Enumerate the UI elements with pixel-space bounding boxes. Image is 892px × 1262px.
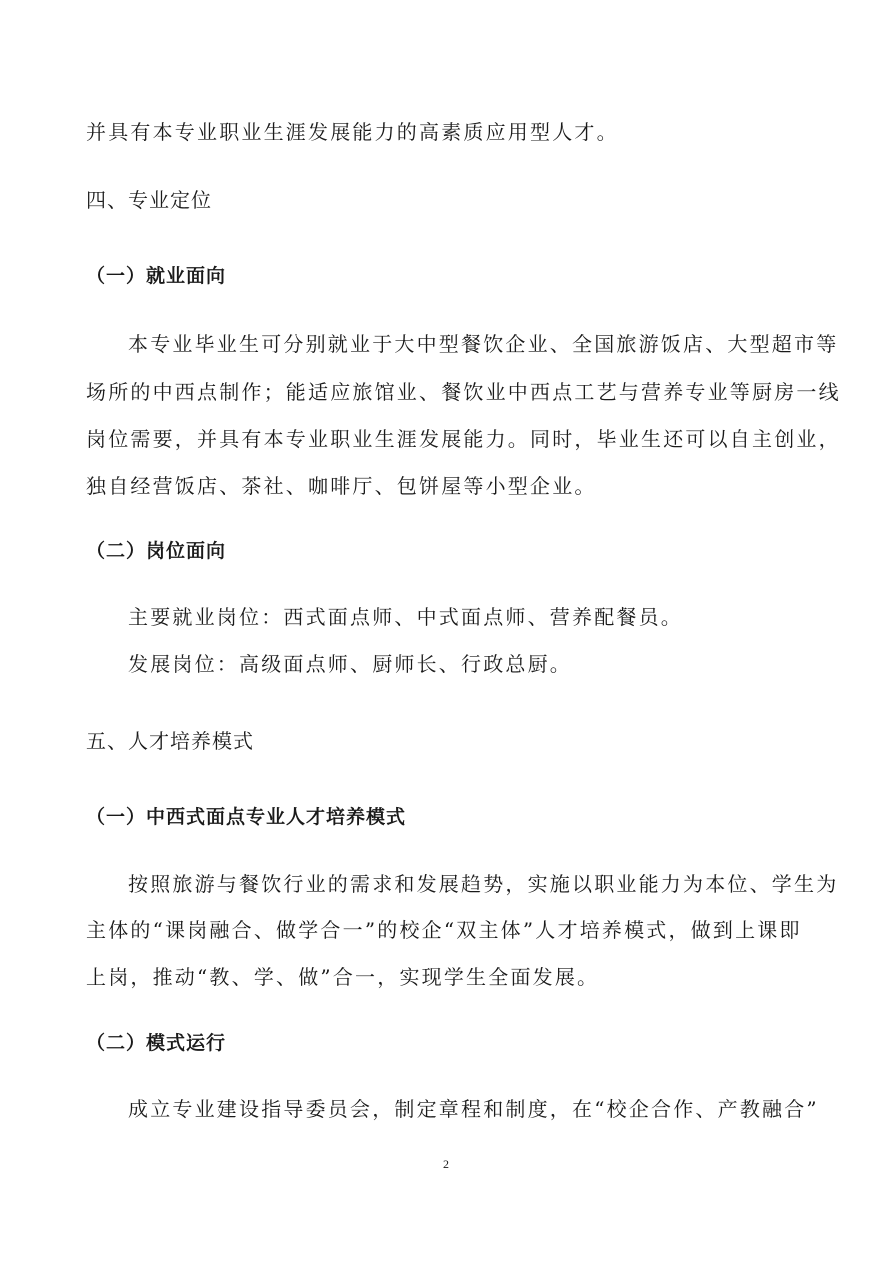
- section-heading-4: 四、专业定位: [86, 188, 212, 212]
- paragraph-line: 独自经营饭店、茶社、咖啡厅、包饼屋等小型企业。: [86, 474, 597, 498]
- paragraph-line: 主要就业岗位：西式面点师、中式面点师、营养配餐员。: [128, 605, 683, 629]
- subsection-heading-4-2: （二）岗位面向: [86, 540, 227, 562]
- paragraph-line: 岗位需要，并具有本专业职业生涯发展能力。同时，毕业生还可以自主创业，: [86, 427, 841, 451]
- subsection-heading-5-1: （一）中西式面点专业人才培养模式: [86, 806, 407, 828]
- page-number: 2: [443, 1157, 449, 1171]
- subsection-heading-5-2: （二）模式运行: [86, 1032, 227, 1054]
- paragraph-line: 上岗，推动“教、学、做”合一，实现学生全面发展。: [86, 965, 600, 989]
- paragraph-line: 主体的“课岗融合、做学合一”的校企“双主体”人才培养模式，做到上课即: [86, 918, 802, 942]
- paragraph-line: 本专业毕业生可分别就业于大中型餐饮企业、全国旅游饭店、大型超市等: [128, 332, 839, 356]
- paragraph-line: 场所的中西点制作；能适应旅馆业、餐饮业中西点工艺与营养专业等厨房一线: [86, 380, 841, 404]
- paragraph-line: 成立专业建设指导委员会，制定章程和制度，在“校企合作、产教融合”: [128, 1097, 819, 1121]
- paragraph-line: 并具有本专业职业生涯发展能力的高素质应用型人才。: [86, 120, 619, 144]
- section-heading-5: 五、人才培养模式: [86, 729, 254, 753]
- paragraph-line: 发展岗位：高级面点师、厨师长、行政总厨。: [128, 652, 572, 676]
- paragraph-line: 按照旅游与餐饮行业的需求和发展趋势，实施以职业能力为本位、学生为: [128, 872, 839, 896]
- subsection-heading-4-1: （一）就业面向: [86, 265, 227, 287]
